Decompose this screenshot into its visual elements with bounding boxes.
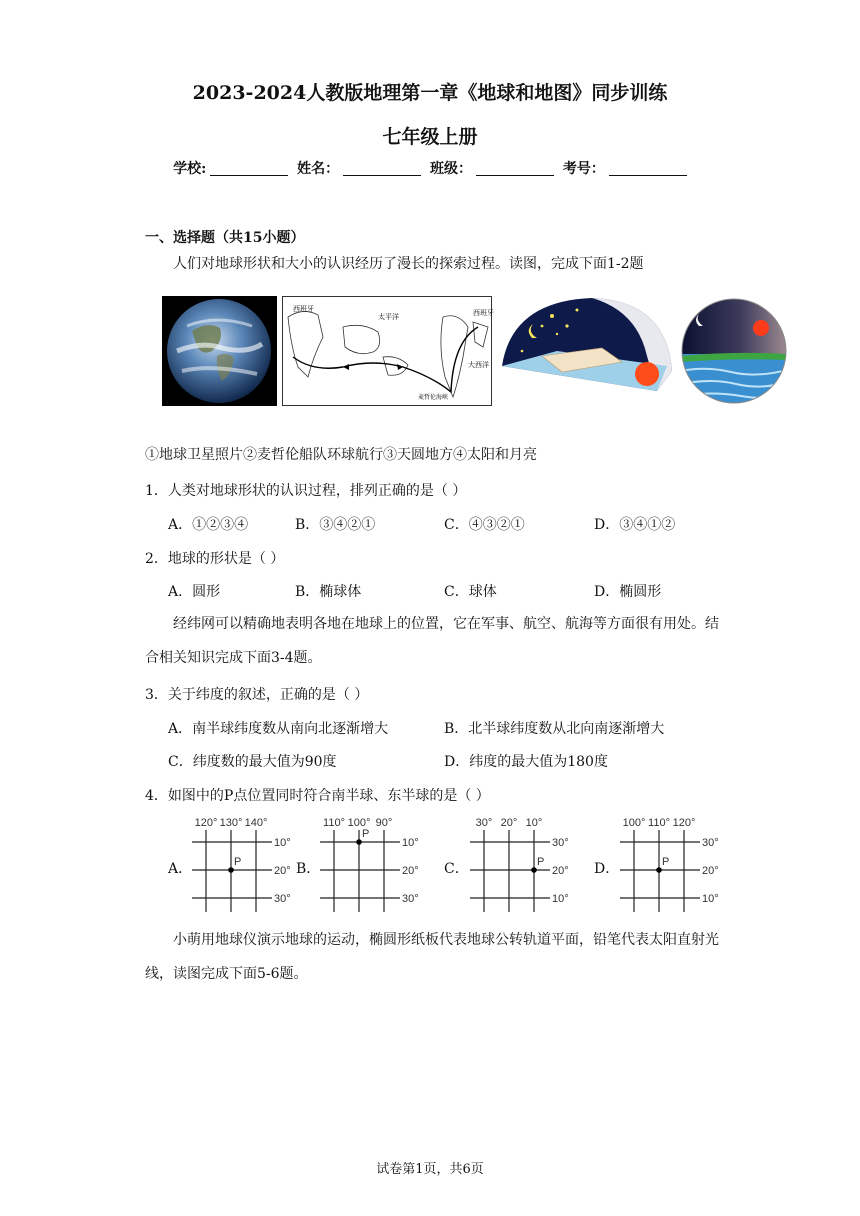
earth-satellite-photo <box>162 296 277 406</box>
class-label: 班级： <box>430 161 473 177</box>
page-subtitle: 七年级上册 <box>382 126 478 148</box>
intro-paragraph-1: 人们对地球形状和大小的认识经历了漫长的探索过程。读图，完成下面1-2题 <box>173 256 644 272</box>
longitude-label: 130° <box>219 817 243 829</box>
q1-option-d[interactable]: D．③④①② <box>594 517 676 533</box>
exam-number-label: 考号： <box>562 161 605 177</box>
longitude-label: 120° <box>672 817 696 829</box>
question-1-stem: 1．人类对地球形状的认识过程，排列正确的是（ ） <box>145 483 467 499</box>
student-info-line <box>0 158 860 178</box>
point-p-label: P <box>662 856 670 868</box>
longitude-label: 10° <box>525 817 543 829</box>
latitude-label: 30° <box>274 893 291 905</box>
map-label-atlantic: 大西洋 <box>468 362 489 369</box>
q4-grid-a <box>188 816 321 916</box>
q2-option-b[interactable]: B．椭球体 <box>295 584 362 600</box>
latitude-label: 30° <box>552 837 569 849</box>
q2-option-d[interactable]: D．椭圆形 <box>594 584 662 600</box>
figure-caption: ①地球卫星照片②麦哲伦船队环球航行③天圆地方④太阳和月亮 <box>145 447 537 463</box>
longitude-label: 100° <box>347 817 371 829</box>
map-label-spain-west: 西班牙 <box>293 306 314 313</box>
q2-option-a[interactable]: A．圆形 <box>168 584 221 600</box>
section-title: 一、选择题（共15小题） <box>145 230 305 246</box>
name-label: 姓名： <box>297 161 340 177</box>
point-p-label: P <box>362 828 370 840</box>
point-p-marker-a <box>228 867 234 873</box>
q3-option-d[interactable]: D．纬度的最大值为180度 <box>444 754 608 770</box>
point-p-marker-d <box>656 867 662 873</box>
map-label-pacific: 太平洋 <box>378 314 399 321</box>
q4-grid-d <box>616 816 746 916</box>
map-label-strait: 麦哲伦海峡 <box>418 395 449 401</box>
magellan-voyage-map <box>282 296 492 406</box>
page-footer: 试卷第1页，共6页 <box>376 1162 484 1177</box>
q4-option-c[interactable]: C． <box>444 861 469 877</box>
point-p-marker-c <box>531 867 537 873</box>
q4-option-b[interactable]: B． <box>296 861 321 877</box>
latitude-label: 10° <box>274 837 291 849</box>
latitude-label: 30° <box>702 837 719 849</box>
q3-option-b[interactable]: B．北半球纬度数从北向南逐渐增大 <box>444 721 665 737</box>
q4-grid-c <box>466 816 596 916</box>
class-blank[interactable] <box>476 161 554 176</box>
latitude-label: 10° <box>402 837 419 849</box>
school-label: 学校: <box>173 161 207 177</box>
q4-option-d[interactable]: D． <box>594 861 620 877</box>
school-blank[interactable] <box>210 161 288 176</box>
q3-option-a[interactable]: A．南半球纬度数从南向北逐渐增大 <box>168 721 389 737</box>
exam-number-blank[interactable] <box>609 161 687 176</box>
q4-grid-b <box>316 816 446 916</box>
longitude-label: 140° <box>244 817 268 829</box>
latitude-label: 30° <box>402 893 419 905</box>
latitude-label: 20° <box>274 865 291 877</box>
longitude-label: 120° <box>194 817 218 829</box>
longitude-label: 110° <box>648 817 670 829</box>
point-p-label: P <box>234 856 242 868</box>
longitude-label: 30° <box>475 817 493 829</box>
question-2-stem: 2．地球的形状是（ ） <box>145 551 285 567</box>
q1-option-c[interactable]: C．④③②① <box>444 517 525 533</box>
intro-paragraph-3: 小萌用地球仪演示地球的运动，椭圆形纸板代表地球公转轨道平面，铅笔代表太阳直射光线，读图完成下面5-6题。 <box>145 932 719 982</box>
question-4-stem: 4．如图中的P点位置同时符合南半球、东半球的是（ ） <box>145 788 490 804</box>
latitude-label: 10° <box>552 893 569 905</box>
q3-option-c[interactable]: C．纬度数的最大值为90度 <box>168 754 337 770</box>
latitude-label: 20° <box>402 865 419 877</box>
q1-option-a[interactable]: A．①②③④ <box>168 517 249 533</box>
longitude-label: 100° <box>622 817 646 829</box>
point-p-label: P <box>537 856 545 868</box>
latitude-label: 10° <box>702 893 719 905</box>
q1-option-b[interactable]: B．③④②① <box>295 517 376 533</box>
page-title: 2023-2024人教版地理第一章《地球和地图》同步训练 <box>192 82 668 104</box>
longitude-label: 110° <box>323 817 345 829</box>
latitude-label: 20° <box>552 865 569 877</box>
map-label-spain-east: 西班牙 <box>473 310 494 317</box>
sun-and-moon-illustration <box>681 296 787 406</box>
q2-option-c[interactable]: C．球体 <box>444 584 497 600</box>
heaven-round-earth-square-illustration <box>497 296 677 406</box>
point-p-marker-b <box>356 839 362 845</box>
longitude-label: 20° <box>500 817 518 829</box>
intro-paragraph-2: 经纬网可以精确地表明各地在地球上的位置，它在军事、航空、航海等方面很有用处。结合相关知识完成下面3-4题。 <box>145 616 719 666</box>
question-3-stem: 3．关于纬度的叙述，正确的是（ ） <box>145 687 369 703</box>
q4-option-a[interactable]: A． <box>168 861 193 877</box>
name-blank[interactable] <box>343 161 421 176</box>
latitude-label: 20° <box>702 865 719 877</box>
longitude-label: 90° <box>375 817 393 829</box>
